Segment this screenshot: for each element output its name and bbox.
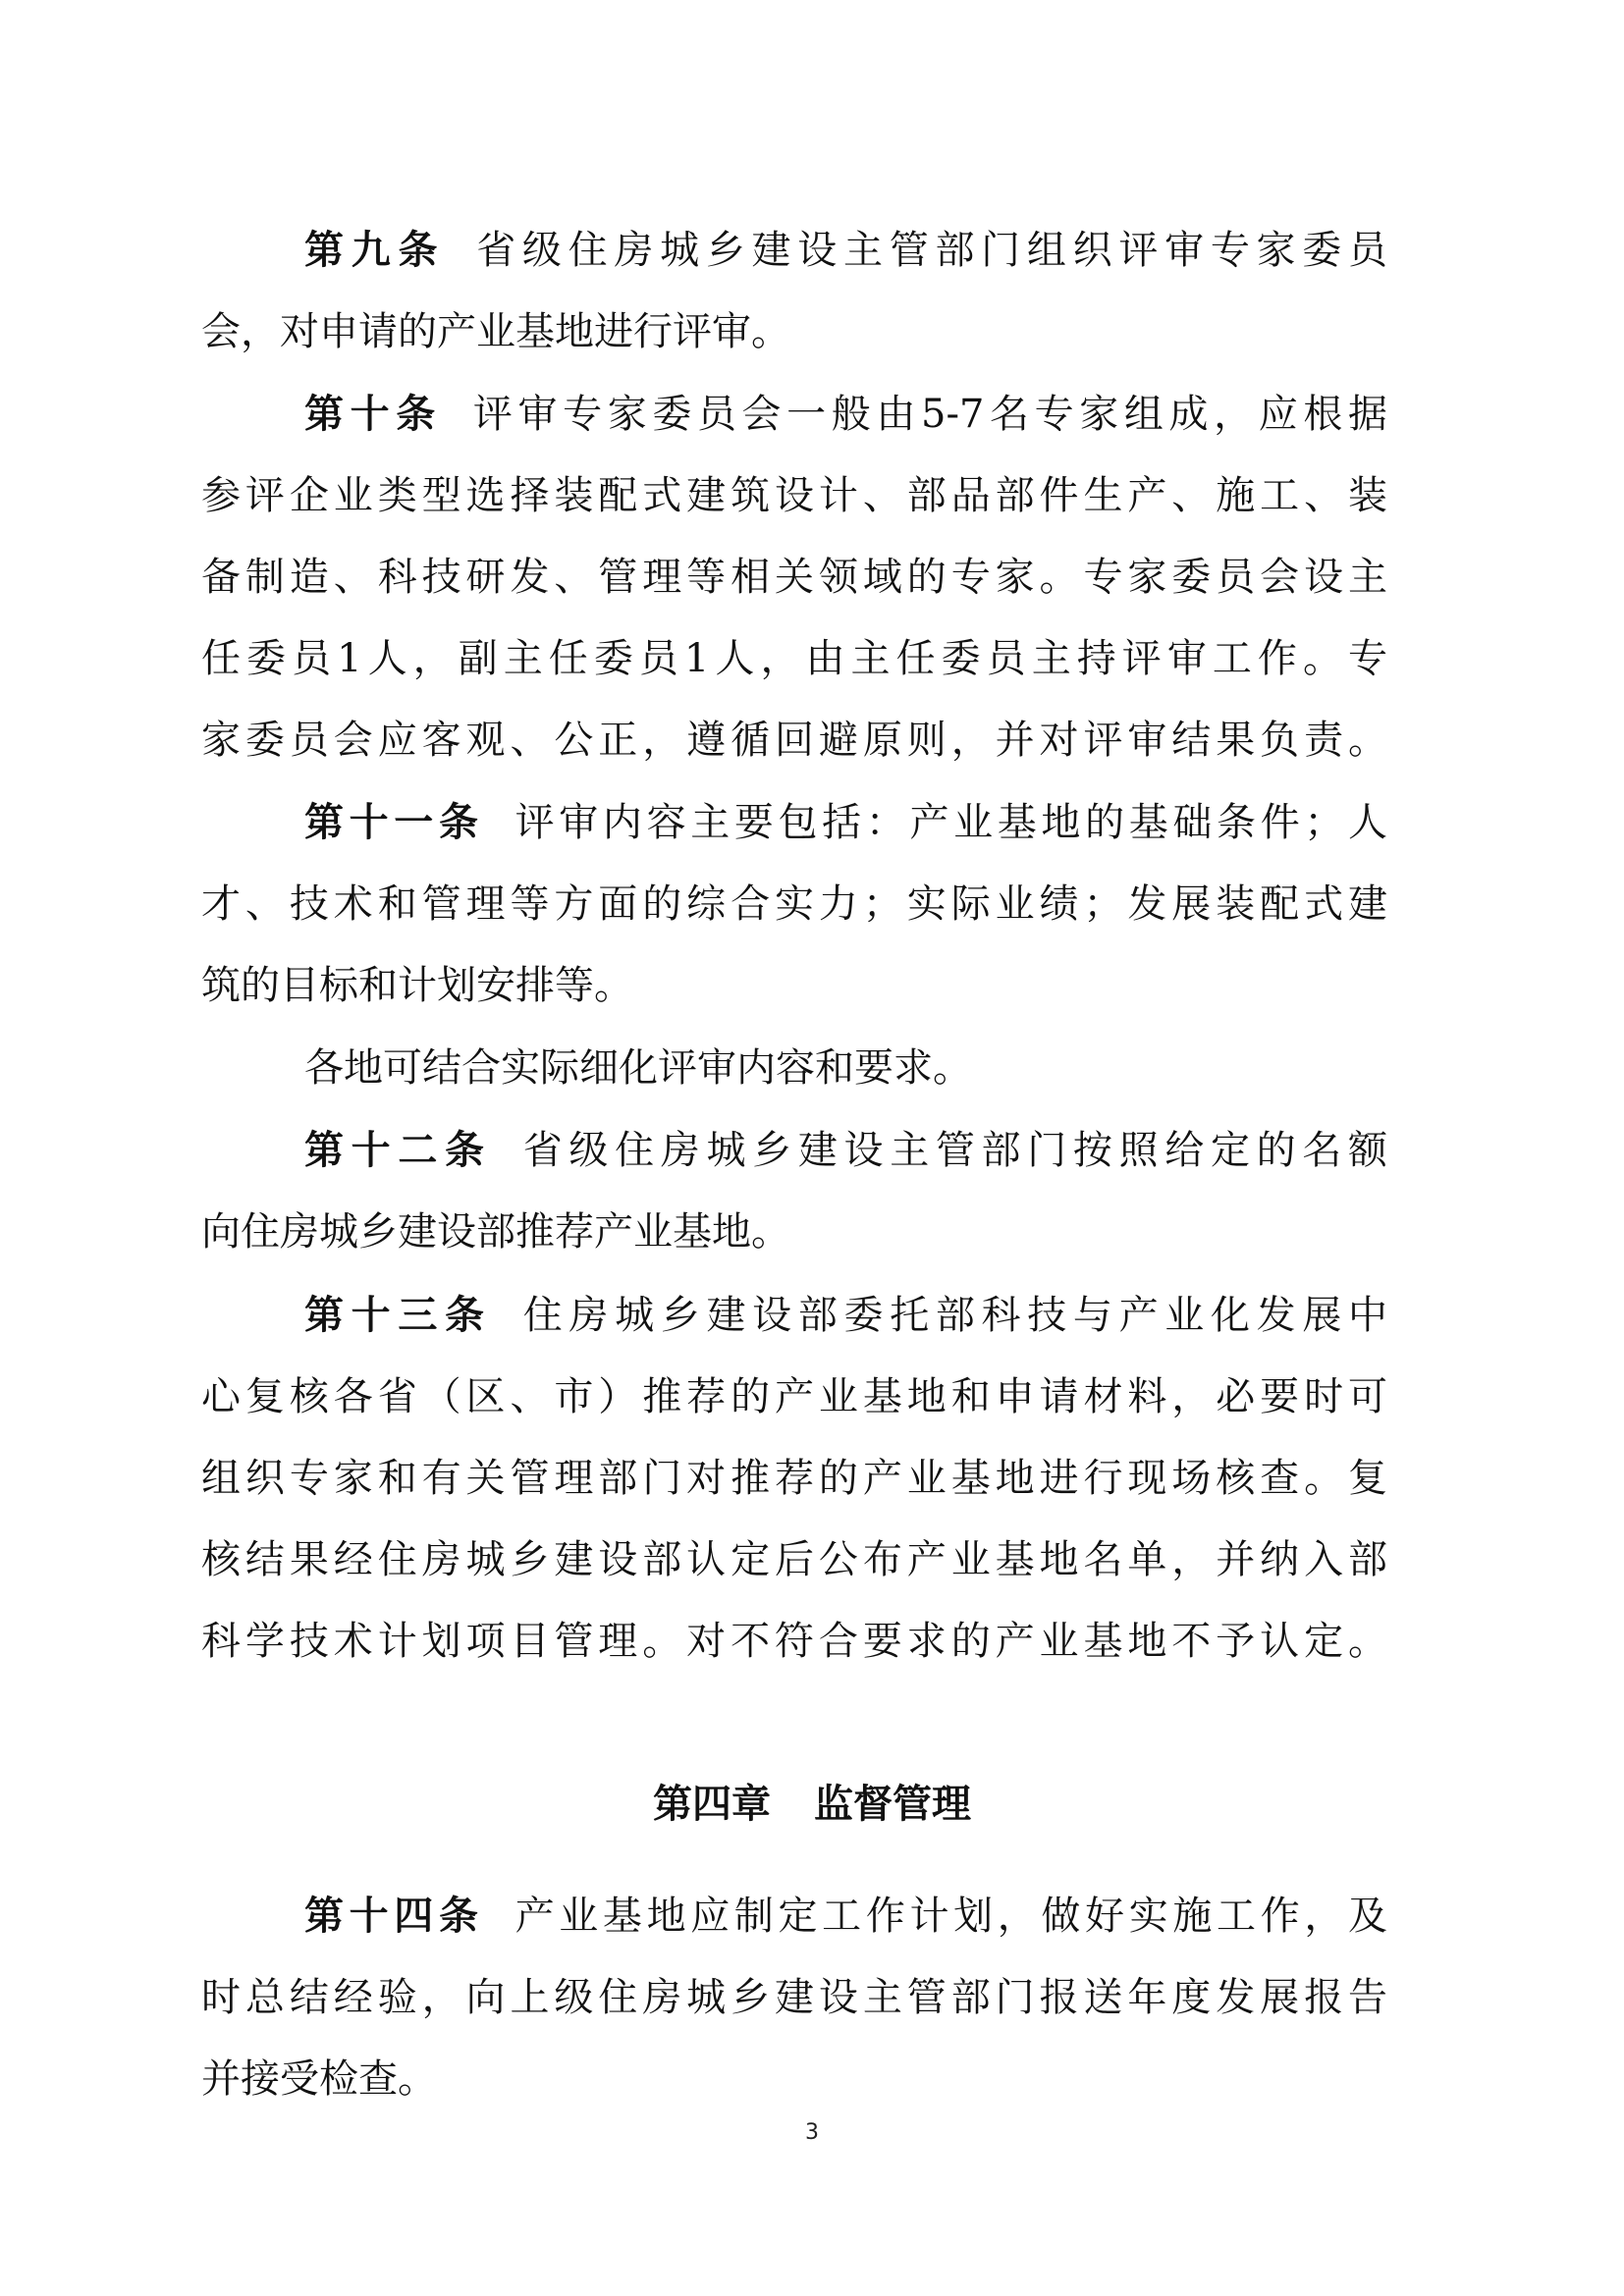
article-11-text-1: 评审内容主要包括：产业基地的基础条件；人 bbox=[514, 800, 1388, 845]
chapter-number: 第四章 bbox=[653, 1782, 771, 1827]
article-10-line-5: 家委员会应客观、公正，遵循回避原则，并对评审结果负责。 bbox=[201, 718, 1387, 763]
article-11-line-2: 才、技术和管理等方面的综合实力；实际业绩；发展装配式建 bbox=[201, 881, 1387, 927]
article-12-label: 第十二条 bbox=[304, 1128, 492, 1173]
article-13-line-3: 组织专家和有关管理部门对推荐的产业基地进行现场核查。复 bbox=[201, 1456, 1387, 1501]
article-10-line-1 bbox=[304, 385, 1387, 444]
page-number: 3 bbox=[805, 2120, 819, 2145]
article-9-line-2: 会，对申请的产业基地进行评审。 bbox=[201, 309, 790, 354]
article-12-line-2: 向住房城乡建设部推荐产业基地。 bbox=[201, 1209, 790, 1255]
article-13-text-1: 住房城乡建设部委托部科技与产业化发展中 bbox=[522, 1293, 1388, 1338]
article-13-line-2: 心复核各省（区、市）推荐的产业基地和申请材料，必要时可 bbox=[201, 1374, 1387, 1419]
article-14-text-1: 产业基地应制定工作计划，做好实施工作，及 bbox=[514, 1894, 1388, 1939]
article-11-supplement-line-1: 各地可结合实际细化评审内容和要求。 bbox=[304, 1045, 972, 1091]
article-13-line-1 bbox=[304, 1286, 1387, 1345]
chapter-title: 监督管理 bbox=[814, 1782, 971, 1827]
article-10-line-4: 任委员1人，副主任委员1人，由主任委员主持评审工作。专 bbox=[201, 636, 1387, 681]
article-9-text-1: 省级住房城乡建设主管部门组织评审专家委员 bbox=[476, 228, 1388, 273]
article-9-line-1 bbox=[304, 221, 1387, 280]
chapter-heading bbox=[0, 1775, 1624, 1834]
article-10-text-1: 评审专家委员会一般由5-7名专家组成，应根据 bbox=[472, 392, 1387, 437]
article-14-line-1 bbox=[304, 1887, 1387, 1946]
article-12-text-1: 省级住房城乡建设主管部门按照给定的名额 bbox=[522, 1128, 1388, 1173]
article-11-label: 第十一条 bbox=[304, 800, 484, 845]
article-14-label: 第十四条 bbox=[304, 1894, 484, 1939]
article-10-line-3: 备制造、科技研发、管理等相关领域的专家。专家委员会设主 bbox=[201, 555, 1387, 600]
article-11-line-3: 筑的目标和计划安排等。 bbox=[201, 963, 633, 1008]
article-10-label: 第十条 bbox=[304, 392, 442, 437]
article-13-line-4: 核结果经住房城乡建设部认定后公布产业基地名单，并纳入部 bbox=[201, 1537, 1387, 1582]
article-13-line-5: 科学技术计划项目管理。对不符合要求的产业基地不予认定。 bbox=[201, 1619, 1387, 1664]
article-13-label: 第十三条 bbox=[304, 1293, 492, 1338]
article-9-label: 第九条 bbox=[304, 228, 446, 273]
article-11-line-1 bbox=[304, 793, 1387, 852]
article-14-line-2: 时总结经验，向上级住房城乡建设主管部门报送年度发展报告 bbox=[201, 1975, 1387, 2020]
article-10-line-2: 参评企业类型选择装配式建筑设计、部品部件生产、施工、装 bbox=[201, 473, 1387, 518]
article-14-line-3: 并接受检查。 bbox=[201, 2056, 437, 2102]
article-12-line-1 bbox=[304, 1121, 1387, 1180]
